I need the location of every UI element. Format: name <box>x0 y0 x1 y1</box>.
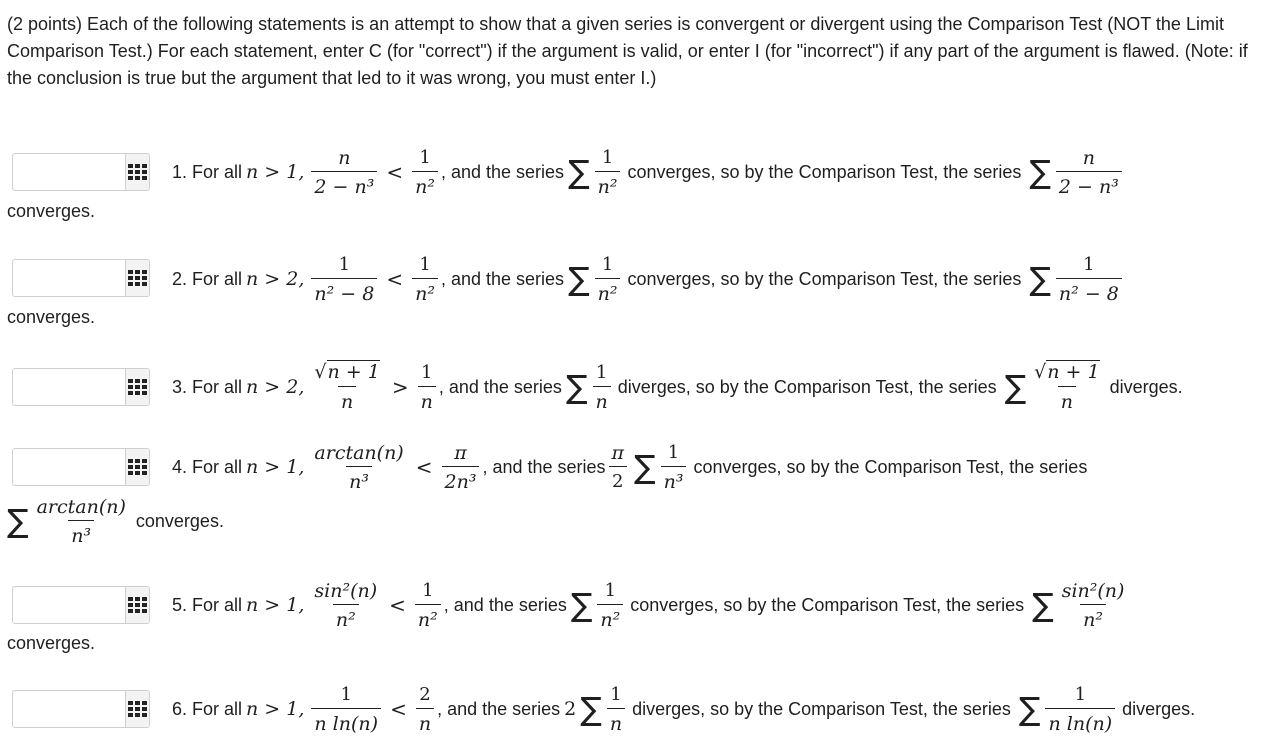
fraction: $\frac{1}{\text{n³}}$ <box>661 442 687 493</box>
fraction: $\frac{1}{\text{n ln(n)}}$ <box>311 684 381 735</box>
statement-4-continued: ∑ $\frac{\arctan(n)}{\text{n³}}$ converges. <box>7 495 224 547</box>
grid-icon[interactable] <box>125 587 149 623</box>
condition: n > 1, <box>246 594 305 616</box>
conclusion: converges. <box>7 201 96 221</box>
fraction: $\frac{1}{\text{n²}}$ <box>412 147 438 198</box>
item-label: 2. For all <box>172 268 243 289</box>
fraction: $\frac{\arctan(n)}{\text{n³}}$ <box>314 441 404 493</box>
fraction: $\frac{2}{n}$ <box>416 684 434 735</box>
fraction: $\frac{1}{\text{n²}}$ <box>597 580 623 631</box>
answer-box-3 <box>12 368 150 406</box>
fraction: $\frac{\pi}{2}$ <box>609 442 628 493</box>
answer-box-2 <box>12 259 150 297</box>
fraction: $\frac{1}{\text{n² − 8}}$ <box>1056 254 1122 305</box>
answer-box-6 <box>12 690 150 728</box>
condition: n > 1, <box>246 698 305 720</box>
fraction: $\frac{n}{\text{2 − n³}}$ <box>311 147 377 198</box>
condition: n > 2, <box>246 376 305 398</box>
item-label: 1. For all <box>172 161 243 182</box>
conclusion: diverges. <box>1109 376 1183 397</box>
item-label: 3. For all <box>172 376 243 397</box>
fraction: $\frac{1}{\text{n ln(n)}}$ <box>1045 684 1115 735</box>
answer-box-4 <box>12 448 150 486</box>
answer-box-5 <box>12 586 150 624</box>
conclusion: converges. <box>7 307 96 327</box>
answer-input-4[interactable] <box>13 449 125 485</box>
item-label: 5. For all <box>172 594 243 615</box>
grid-icon[interactable] <box>125 154 149 190</box>
condition: n > 1, <box>246 456 305 478</box>
grid-icon[interactable] <box>125 691 149 727</box>
fraction: $\frac{1}{\text{n² − 8}}$ <box>311 254 377 305</box>
condition: n > 1, <box>246 161 305 183</box>
fraction: $\frac{\text{sin²(n)}}{\text{n²}}$ <box>1061 579 1125 631</box>
fraction: $\frac{n}{\text{2 − n³}}$ <box>1056 147 1122 198</box>
statement-2: 2. For all n > 2, $\frac{1}{\text{n² − 8}}$ < $\frac{1}{\text{n²}}$ , and the series ∑ $\frac{1}{\text{n²}}$ converges, so by the Comparison Test, the series ∑ $\frac{1}{\text{n² − 8}}$ <box>172 254 1125 304</box>
fraction: $\frac{1}{n}$ <box>607 684 625 735</box>
fraction: $\frac{1}{\text{n²}}$ <box>412 254 438 305</box>
grid-icon[interactable] <box>125 260 149 296</box>
fraction: $\frac{\pi}{\text{2n³}}$ <box>442 442 480 493</box>
fraction: $\frac{√n + 1}{n}$ <box>314 361 380 413</box>
answer-box-1 <box>12 153 150 191</box>
statement-4: 4. For all n > 1, $\frac{\arctan(n)}{\text{n³}}$ < $\frac{\pi}{\text{2n³}}$ , and the series $\frac{\pi}{2}$ ∑ $\frac{1}{\text{n³}}$ converges, so by the Comparison Test, the series <box>172 441 1088 493</box>
statement-3: 3. For all n > 2, $\frac{√n + 1}{n}$ > $\frac{1}{n}$ , and the series ∑ $\frac{1}{n}$ diverges, so by the Comparison Test, the series ∑ $\frac{√n + 1}{n}$ diverges. <box>172 361 1183 413</box>
answer-input-3[interactable] <box>13 369 125 405</box>
fraction: $\frac{\arctan(n)}{\text{n³}}$ <box>36 495 126 547</box>
fraction: $\frac{1}{n}$ <box>593 362 611 413</box>
grid-icon[interactable] <box>125 449 149 485</box>
fraction: $\frac{\text{sin²(n)}}{\text{n²}}$ <box>314 579 378 631</box>
answer-input-5[interactable] <box>13 587 125 623</box>
fraction: $\frac{1}{n}$ <box>418 362 436 413</box>
conclusion: diverges. <box>1122 698 1196 719</box>
item-label: 4. For all <box>172 456 243 477</box>
conclusion: converges. <box>7 633 96 653</box>
answer-input-2[interactable] <box>13 260 125 296</box>
statement-5: 5. For all n > 1, $\frac{\text{sin²(n)}}{\text{n²}}$ < $\frac{1}{\text{n²}}$ , and the series ∑ $\frac{1}{\text{n²}}$ converges, so by the Comparison Test, the series ∑ $\frac{\text{sin²(n)}}{\text{n²}}$ <box>172 580 1130 630</box>
answer-input-1[interactable] <box>13 154 125 190</box>
statement-1: 1. For all n > 1, $\frac{n}{\text{2 − n³}}$ < $\frac{1}{\text{n²}}$ , and the series ∑ $\frac{1}{\text{n²}}$ converges, so by the Comparison Test, the series ∑ $\frac{n}{\text{2 − n³}}$ <box>172 147 1125 197</box>
conclusion: converges. <box>135 510 224 531</box>
item-label: 6. For all <box>172 698 243 719</box>
grid-icon[interactable] <box>125 369 149 405</box>
statement-6: 6. For all n > 1, $\frac{1}{\text{n ln(n)}}$ < $\frac{2}{n}$ , and the series 2 ∑ $\frac{1}{n}$ diverges, so by the Comparison Test, the series ∑ $\frac{1}{\text{n ln(n)}}$ diverges. <box>172 683 1196 735</box>
fraction: $\frac{1}{\text{n²}}$ <box>595 147 621 198</box>
fraction: $\frac{1}{\text{n²}}$ <box>415 580 441 631</box>
answer-input-6[interactable] <box>13 691 125 727</box>
fraction: $\frac{√n + 1}{n}$ <box>1034 361 1100 413</box>
problem-statement: (2 points) Each of the following statements is an attempt to show that a given series is convergent or divergent using the Comparison Test (NOT the Limit Comparison Test.) For each statement, enter C (for "correct") if the argument is valid, or enter I (for "incorrect") if any part of the argument is flawed. (Note: if the conclusion is true but the argument that led to it was wrong, you must enter I.) <box>7 14 1248 88</box>
condition: n > 2, <box>246 268 305 290</box>
fraction: $\frac{1}{\text{n²}}$ <box>595 254 621 305</box>
